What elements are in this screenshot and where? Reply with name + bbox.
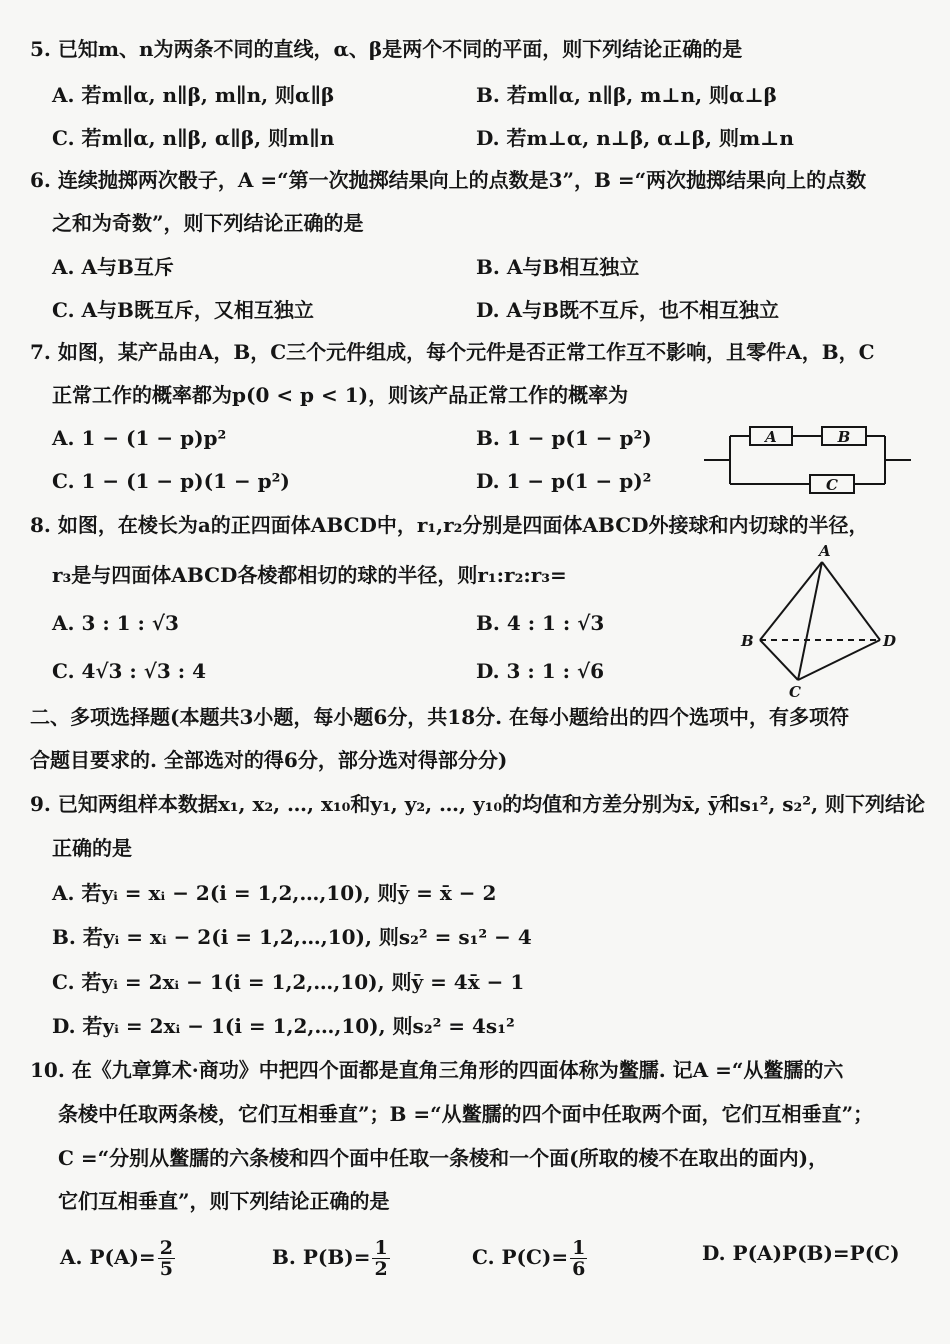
q6-option-a: A. A与B互斥 [52,255,174,279]
q10-option-b [272,1238,390,1279]
q10-option-a-prefix: A. P(A)= [60,1245,156,1269]
q5-option-b: B. 若m∥α, n∥β, m⊥n, 则α⊥β [476,83,777,107]
q9-option-d: D. 若yᵢ = 2xᵢ − 1(i = 1,2,…,10), 则s₂² = 4s₁² [52,1014,515,1038]
q5-option-a: A. 若m∥α, n∥β, m∥n, 则α∥β [52,83,335,107]
q7-stem-line2: 正常工作的概率都为p(0 < p < 1)，则该产品正常工作的概率为 [52,383,629,407]
q6-option-b: B. A与B相互独立 [476,255,640,279]
q10-option-c-prefix: C. P(C)= [472,1245,569,1269]
q5-stem: 5. 已知m、n为两条不同的直线，α、β是两个不同的平面，则下列结论正确的是 [30,37,743,61]
q7-option-c: C. 1 − (1 − p)(1 − p²) [52,469,290,493]
q6-option-d: D. A与B既不互斥，也不相互独立 [476,298,779,322]
tetrahedron-diagram [735,540,905,700]
q10-stem-line4: 它们互相垂直”，则下列结论正确的是 [58,1189,390,1213]
q10-option-d: D. P(A)P(B)=P(C) [702,1241,900,1265]
q7-option-a: A. 1 − (1 − p)p² [52,426,227,450]
q10-option-b-fraction [372,1238,389,1279]
q10-option-c-numerator: 1 [572,1237,586,1259]
q10-option-a-fraction [158,1238,175,1279]
q5-option-d: D. 若m⊥α, n⊥β, α⊥β, 则m⊥n [476,126,794,150]
q8-option-c: C. 4√3 : √3 : 4 [52,659,207,683]
component-c-label: C [826,476,838,494]
q10-option-c-fraction [570,1238,587,1279]
q10-option-b-denominator: 2 [374,1258,388,1280]
section2-heading-line2: 合题目要求的. 全部选对的得6分，部分选对得部分分) [30,748,508,772]
q8-stem-line1: 8. 如图，在棱长为a的正四面体ABCD中，r₁,r₂分别是四面体ABCD外接球和内切球的半径， [30,513,869,537]
q8-option-d: D. 3 : 1 : √6 [476,659,605,683]
circuit-diagram [700,420,915,500]
q10-stem-line2: 条棱中任取两条棱，它们互相垂直”；B =“从鳖臑的四个面中任取两个面，它们互相垂直”； [58,1102,874,1126]
q6-stem-line2: 之和为奇数”，则下列结论正确的是 [52,211,364,235]
q10-option-c-denominator: 6 [572,1258,586,1280]
q9-option-b: B. 若yᵢ = xᵢ − 2(i = 1,2,…,10), 则s₂² = s₁² − 4 [52,925,532,949]
vertex-d-label: D [883,632,897,650]
q10-option-c [472,1238,587,1279]
q8-option-b: B. 4 : 1 : √3 [476,611,605,635]
q6-option-c: C. A与B既互斥，又相互独立 [52,298,314,322]
component-a-label: A [765,428,777,446]
q9-option-c: C. 若yᵢ = 2xᵢ − 1(i = 1,2,…,10), 则ȳ = 4x̄ − 1 [52,970,525,994]
vertex-b-label: B [741,632,754,650]
q8-option-a: A. 3 : 1 : √3 [52,611,179,635]
q7-option-d: D. 1 − p(1 − p)² [476,469,652,493]
section2-heading-line1: 二、多项选择题(本题共3小题，每小题6分，共18分. 在每小题给出的四个选项中，有多项符 [30,705,850,729]
q8-stem-line2: r₃是与四面体ABCD各棱都相切的球的半径，则r₁:r₂:r₃= [52,563,567,587]
q10-option-a-numerator: 2 [159,1237,173,1259]
q6-stem-line1: 6. 连续抛掷两次骰子，A =“第一次抛掷结果向上的点数是3”，B =“两次抛掷结果向上的点数 [30,168,867,192]
q9-option-a: A. 若yᵢ = xᵢ − 2(i = 1,2,…,10), 则ȳ = x̄ − 2 [52,881,497,905]
q9-stem-line2: 正确的是 [52,836,132,860]
q7-option-b: B. 1 − p(1 − p²) [476,426,652,450]
q10-option-b-numerator: 1 [374,1237,388,1259]
vertex-c-label: C [789,683,801,700]
q7-stem-line1: 7. 如图，某产品由A，B，C三个元件组成，每个元件是否正常工作互不影响，且零件A，B，C [30,340,875,364]
q10-stem-line3: C =“分别从鳖臑的六条棱和四个面中任取一条棱和一个面(所取的棱不在取出的面内)， [58,1146,829,1170]
q5-option-c: C. 若m∥α, n∥β, α∥β, 则m∥n [52,126,335,150]
component-b-label: B [837,428,851,446]
q9-stem-line1: 9. 已知两组样本数据x₁, x₂, …, x₁₀和y₁, y₂, …, y₁₀的均值和方差分别为x̄, ȳ和s₁², s₂², 则下列结论 [30,792,925,816]
q10-option-b-prefix: B. P(B)= [272,1245,371,1269]
q10-stem-line1: 10. 在《九章算术·商功》中把四个面都是直角三角形的四面体称为鳖臑. 记A =“从鳖臑的六 [30,1058,844,1082]
q10-option-a [60,1238,175,1279]
q10-option-a-denominator: 5 [159,1258,173,1280]
vertex-a-label: A [819,542,831,560]
